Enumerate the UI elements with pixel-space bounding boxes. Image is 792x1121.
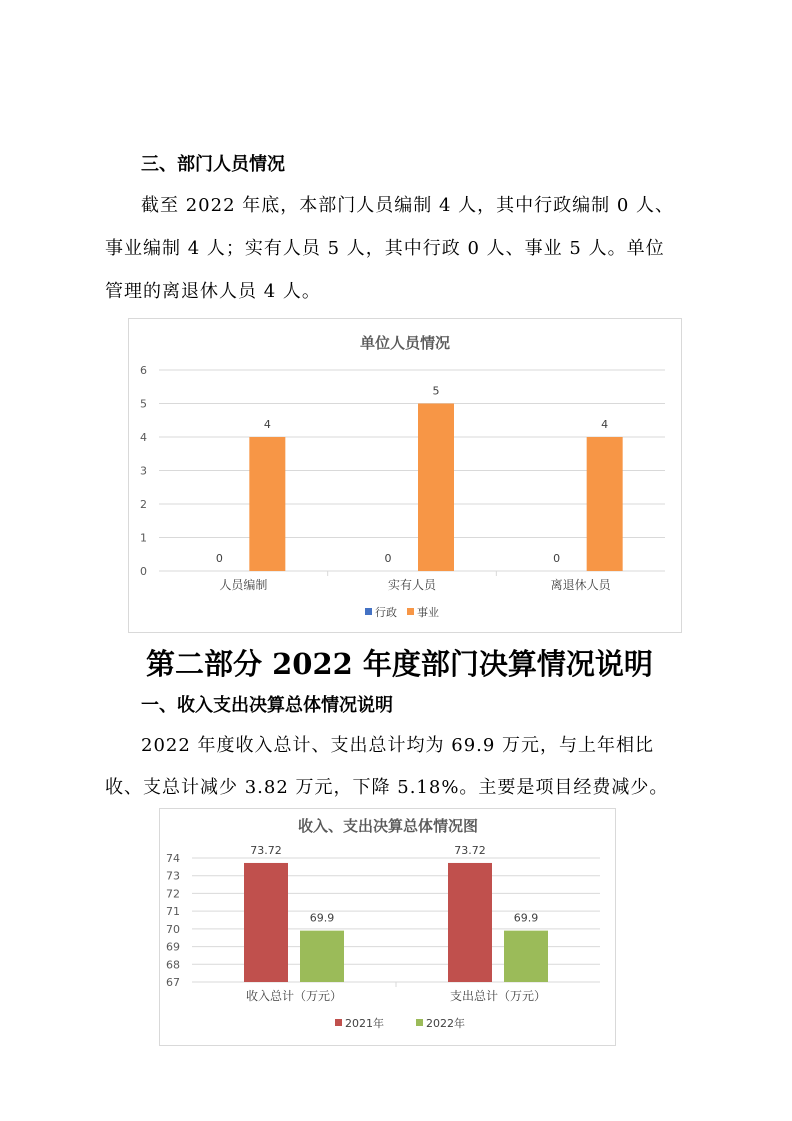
paragraph-line: 收、支总计减少 3.82 万元，下降 5.18%。主要是项目经费减少。 [105,777,669,798]
legend-swatch [416,1019,423,1026]
y-tick-label: 2 [140,498,147,511]
paragraph-line: 截至 2022 年底，本部门人员编制 4 人，其中行政编制 0 人、 [141,195,675,216]
x-tick-label: 支出总计（万元） [449,989,547,1003]
legend-swatch [365,608,372,615]
y-tick-label: 72 [166,887,180,901]
bar [418,404,454,572]
data-label: 73.72 [250,843,282,857]
legend-swatch [335,1019,342,1026]
legend-swatch [407,608,414,615]
data-label: 0 [215,552,223,565]
data-label: 73.72 [454,843,486,857]
y-tick-label: 4 [140,431,147,444]
data-label: 4 [263,418,271,431]
chart-title: 单位人员情况 [359,334,451,352]
x-tick-label: 实有人员 [387,578,437,592]
legend-label: 2021年 [345,1017,384,1030]
legend-label: 行政 [375,606,397,619]
data-label: 69.9 [309,911,335,925]
data-label: 5 [432,384,440,398]
budget-chart [159,808,616,1046]
y-tick-label: 71 [166,905,180,919]
data-label: 69.9 [513,911,539,925]
bar [448,863,492,982]
paragraph-line: 管理的离退休人员 4 人。 [105,281,321,302]
personnel-chart-svg [129,319,681,632]
y-tick-label: 3 [140,464,147,478]
y-tick-label: 67 [166,976,180,989]
section-heading: 三、部门人员情况 [141,154,285,175]
section-heading: 一、收入支出决算总体情况说明 [141,695,393,716]
data-label: 0 [553,552,561,565]
x-tick-label: 离退休人员 [550,578,611,592]
personnel-chart [128,318,682,633]
y-tick-label: 0 [140,565,147,578]
bar [504,931,548,982]
y-tick-label: 74 [166,852,180,865]
y-tick-label: 69 [166,940,180,954]
y-tick-label: 1 [140,531,147,545]
paragraph-line: 2022 年度收入总计、支出总计均为 69.9 万元，与上年相比 [141,735,655,756]
paragraph-line: 事业编制 4 人；实有人员 5 人，其中行政 0 人、事业 5 人。单位 [105,238,665,259]
y-tick-label: 6 [140,364,147,377]
y-tick-label: 70 [166,922,180,936]
legend-label: 事业 [417,606,439,619]
chart-title: 收入、支出决算总体情况图 [297,817,479,835]
bar [587,437,623,571]
x-tick-label: 人员编制 [219,578,268,592]
bar [249,437,285,571]
y-tick-label: 5 [140,397,147,411]
x-tick-label: 收入总计（万元） [245,989,343,1003]
y-tick-label: 73 [166,869,180,883]
part-title: 第二部分 2022 年度部门决算情况说明 [146,647,653,681]
y-tick-label: 68 [166,958,180,972]
legend-label: 2022年 [426,1017,465,1030]
bar [300,931,344,982]
data-label: 4 [601,418,609,431]
data-label: 0 [384,552,392,565]
budget-chart-svg [160,809,615,1045]
bar [244,863,288,982]
